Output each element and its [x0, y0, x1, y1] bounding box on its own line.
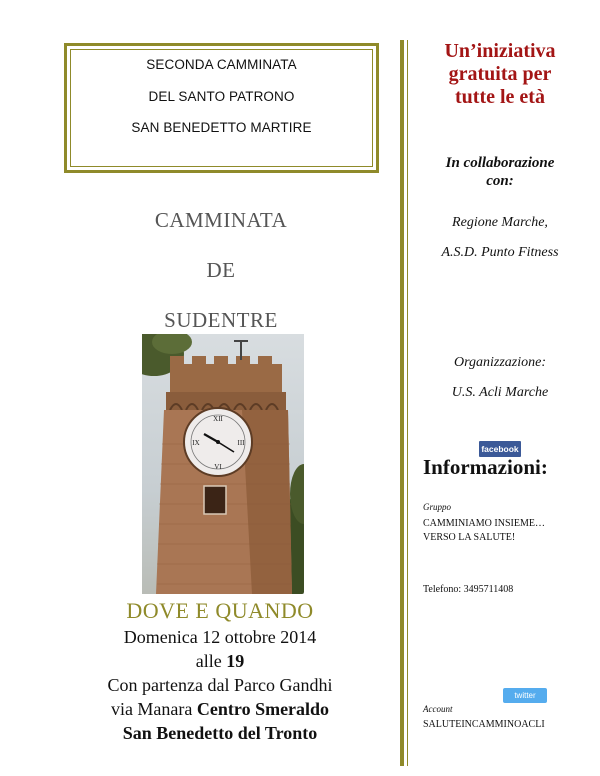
event-venue: Centro Smeraldo — [196, 699, 330, 719]
header-line-1: SECONDA CAMMINATA — [146, 57, 297, 72]
partner-regione-marche: Regione Marche, — [452, 215, 548, 230]
collaboration-line-2: con: — [486, 173, 514, 189]
headline-line-2: gratuita per — [448, 63, 552, 85]
event-time-prefix: alle — [195, 651, 222, 671]
header-line-3: SAN BENEDETTO MARTIRE — [131, 120, 312, 135]
event-title-line-3: SUDENTRE — [164, 308, 278, 332]
event-time: 19 — [226, 651, 245, 671]
twitter-icon[interactable]: twitter — [503, 688, 547, 703]
clock-numeral-vi: VI — [214, 463, 222, 471]
partner-punto-fitness: A.S.D. Punto Fitness — [441, 245, 559, 260]
event-city: San Benedetto del Tronto — [122, 723, 318, 743]
phone-number: Telefono: 3495711408 — [423, 584, 514, 595]
account-label: Account — [423, 704, 453, 714]
clock-numeral-ix: IX — [192, 439, 200, 447]
event-time-line — [0, 651, 440, 672]
facebook-icon[interactable]: facebook — [479, 441, 521, 457]
headline-line-1: Un’iniziativa — [444, 40, 556, 62]
clock-numeral-iii: III — [237, 439, 245, 447]
account-name: SALUTEINCAMMINOACLI — [423, 719, 545, 730]
group-name-line-2: VERSO LA SALUTE! — [423, 532, 516, 543]
clock-tower-photo — [142, 334, 304, 594]
column-divider-thick — [400, 40, 404, 766]
event-street: via Manara — [110, 699, 193, 719]
event-date: Domenica 12 ottobre 2014 — [123, 627, 317, 647]
organization-label: Organizzazione: — [453, 355, 547, 370]
event-title-line-2: DE — [206, 258, 236, 282]
clock-tower-illustration — [142, 334, 304, 594]
column-divider-thin — [407, 40, 408, 766]
collaboration-line-1: In collaborazione — [445, 155, 555, 171]
group-name-line-1: CAMMINIAMO INSIEME… — [423, 518, 545, 529]
event-street-line — [0, 699, 440, 720]
event-start-location: Con partenza dal Parco Gandhi — [107, 675, 333, 695]
clock-numeral-xii: XII — [213, 415, 223, 423]
organization-name: U.S. Acli Marche — [451, 385, 549, 400]
headline-line-3: tutte le età — [455, 86, 545, 108]
collaboration-heading — [420, 154, 580, 190]
header-line-2: DEL SANTO PATRONO — [148, 89, 295, 104]
info-heading: Informazioni: — [423, 455, 548, 479]
event-title-line-1: CAMMINATA — [154, 208, 288, 232]
group-label: Gruppo — [423, 502, 452, 512]
when-where-title: DOVE E QUANDO — [126, 598, 314, 623]
event-header-box — [64, 43, 379, 173]
free-initiative-headline — [420, 40, 580, 109]
